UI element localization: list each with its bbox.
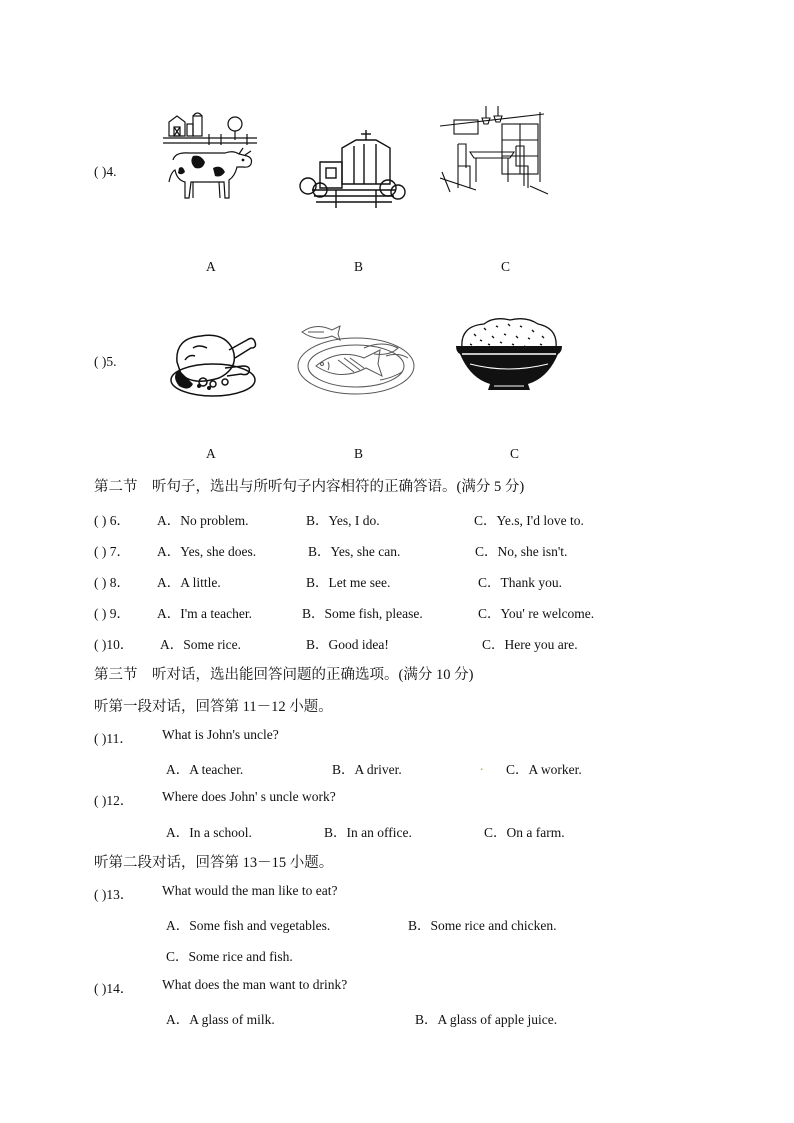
question-12-option-b: B．In an office. bbox=[324, 825, 412, 840]
option-label-4a: A bbox=[206, 259, 216, 274]
question-8-option-b: B．Let me see. bbox=[306, 575, 391, 590]
question-13-text: What would the man like to eat? bbox=[162, 883, 338, 898]
question-4-number: ( )4. bbox=[94, 164, 117, 179]
question-11-text: What is John's uncle? bbox=[162, 727, 279, 742]
question-9-option-b: B．Some fish, please. bbox=[302, 606, 423, 621]
question-10-number: ( )10． bbox=[94, 637, 134, 652]
dialog-2-instruction: 听第二段对话，回答第 13－15 小题。 bbox=[94, 855, 334, 871]
fish-plate-icon bbox=[294, 322, 420, 402]
question-11-option-c: C．A worker. bbox=[506, 762, 582, 777]
question-6-option-b: B．Yes, I do. bbox=[306, 513, 380, 528]
question-11-option-a: A．A teacher. bbox=[166, 762, 244, 777]
question-8-option-a: A．A little. bbox=[157, 575, 221, 590]
question-12-number: ( )12． bbox=[94, 793, 134, 808]
option-label-4b: B bbox=[354, 259, 364, 274]
question-8-option-c: C．Thank you. bbox=[478, 575, 562, 590]
question-11-number: ( )11． bbox=[94, 731, 133, 746]
dining-room-icon bbox=[440, 106, 550, 198]
option-label-5a: A bbox=[206, 446, 216, 461]
question-7-option-a: A．Yes, she does. bbox=[157, 544, 257, 559]
question-14-number: ( )14． bbox=[94, 981, 134, 996]
dialog-1-instruction: 听第一段对话，回答第 11－12 小题。 bbox=[94, 699, 333, 715]
question-14-option-b: B．A glass of apple juice. bbox=[415, 1012, 558, 1027]
church-icon bbox=[296, 128, 408, 210]
question-6-option-c: C．Ye.s, I'd love to. bbox=[474, 513, 584, 528]
section-3-title: 第三节 听对话，选出能回答问题的正确选项。(满分 10 分) bbox=[94, 667, 474, 683]
question-9-option-c: C．You' re welcome. bbox=[478, 606, 595, 621]
question-7-option-b: B．Yes, she can. bbox=[308, 544, 401, 559]
question-7-option-c: C．No, she isn't. bbox=[475, 544, 568, 559]
section-2-title: 第二节 听句子，选出与所听句子内容相符的正确答语。(满分 5 分) bbox=[94, 479, 525, 495]
question-9-option-a: A．I'm a teacher. bbox=[157, 606, 253, 621]
option-label-5c: C bbox=[510, 446, 520, 461]
roast-chicken-icon bbox=[163, 320, 267, 402]
option-label-5b: B bbox=[354, 446, 364, 461]
question-12-text: Where does John' s uncle work? bbox=[162, 789, 336, 804]
question-14-text: What does the man want to drink? bbox=[162, 977, 348, 992]
question-13-option-b: B．Some rice and chicken. bbox=[408, 918, 557, 933]
question-10-option-a: A．Some rice. bbox=[160, 637, 241, 652]
question-10-option-b: B．Good idea! bbox=[306, 637, 389, 652]
question-9-number: ( ) 9． bbox=[94, 606, 130, 621]
question-13-option-a: A．Some fish and vegetables. bbox=[166, 918, 331, 933]
stray-dot: . bbox=[480, 758, 484, 773]
question-6-option-a: A．No problem. bbox=[157, 513, 249, 528]
rice-bowl-icon bbox=[454, 316, 564, 400]
question-10-option-c: C．Here you are. bbox=[482, 637, 578, 652]
question-7-number: ( ) 7． bbox=[94, 544, 130, 559]
question-11-option-b: B．A driver. bbox=[332, 762, 402, 777]
question-13-option-c: C．Some rice and fish. bbox=[166, 949, 293, 964]
question-6-number: ( ) 6． bbox=[94, 513, 130, 528]
question-14-option-a: A．A glass of milk. bbox=[166, 1012, 275, 1027]
question-12-option-c: C．On a farm. bbox=[484, 825, 565, 840]
question-12-option-a: A．In a school. bbox=[166, 825, 252, 840]
farm-cow-icon bbox=[163, 110, 259, 204]
option-label-4c: C bbox=[501, 259, 511, 274]
question-5-number: ( )5. bbox=[94, 354, 117, 369]
question-8-number: ( ) 8． bbox=[94, 575, 130, 590]
question-13-number: ( )13． bbox=[94, 887, 134, 902]
